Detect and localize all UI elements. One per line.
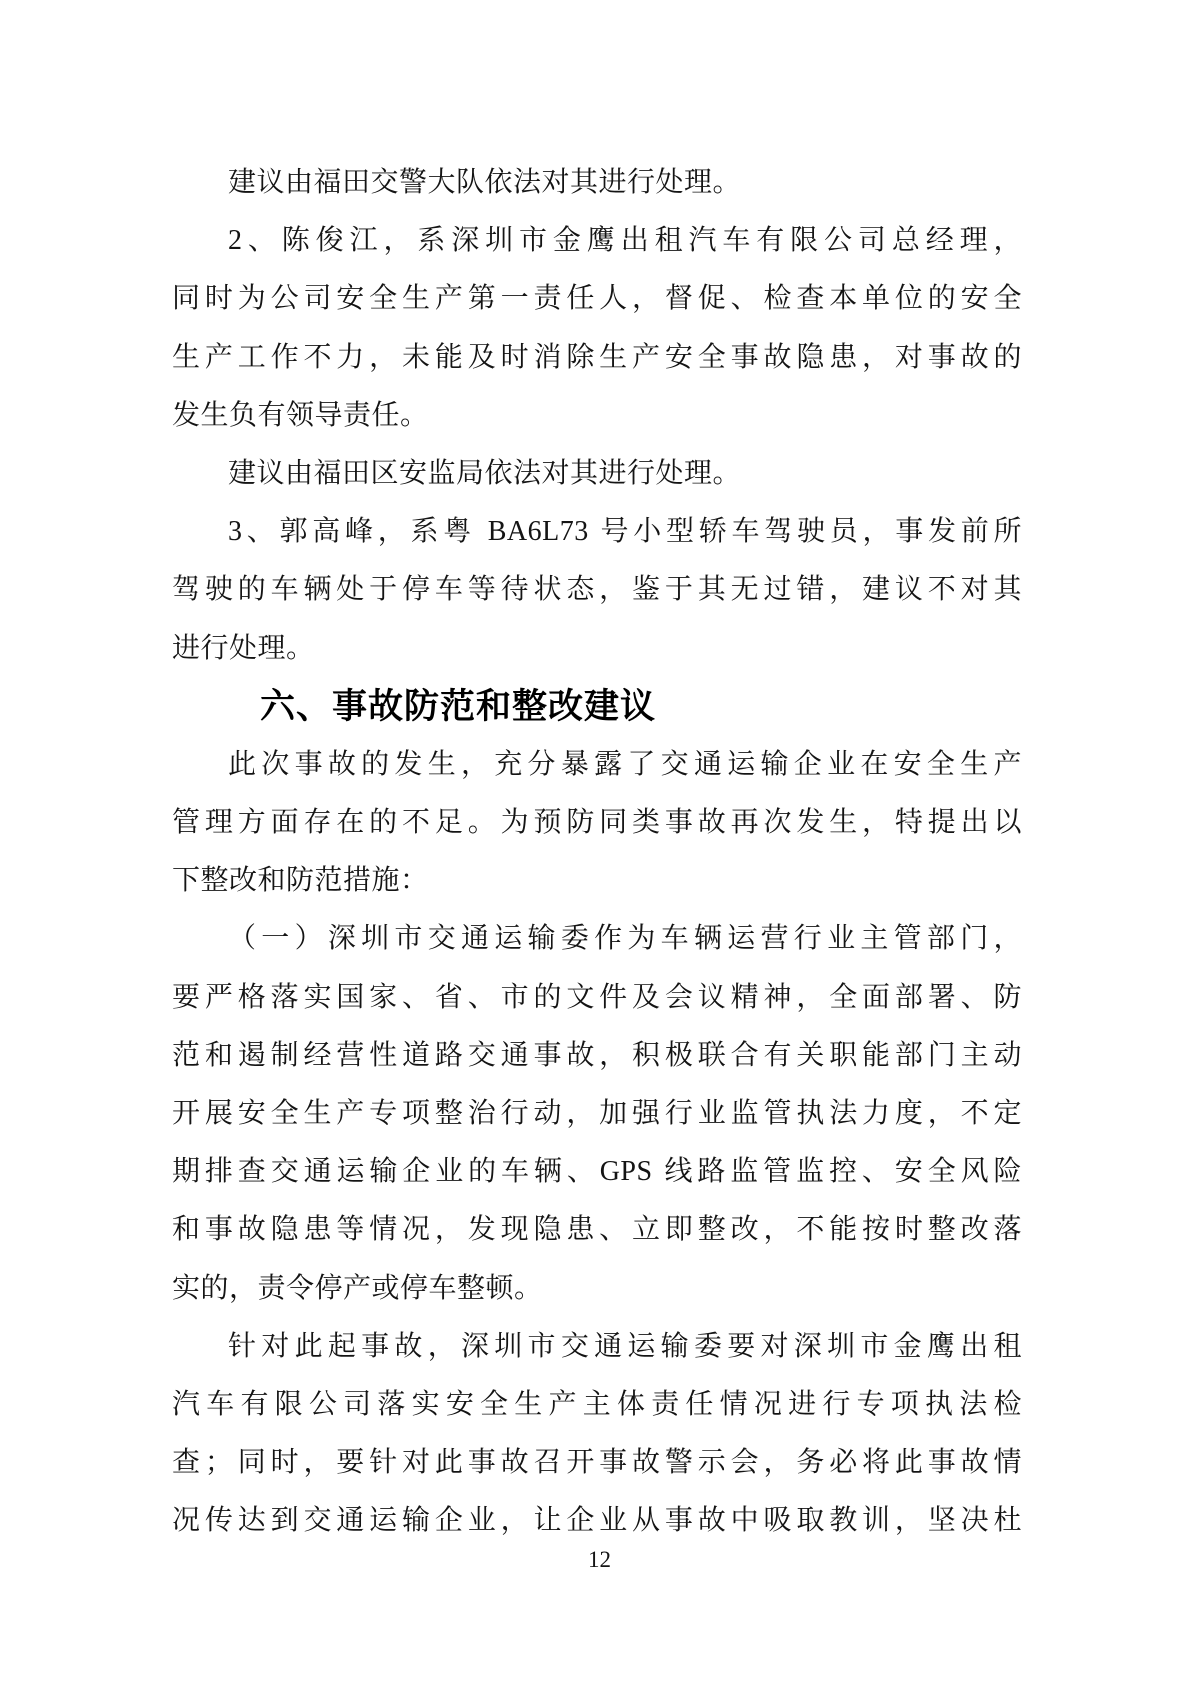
text-line: 况传达到交通运输企业，让企业从事故中吸取教训，坚决杜 — [172, 1505, 1022, 1537]
text-line: 进行处理。 — [172, 632, 315, 664]
text-line: 和事故隐患等情况，发现隐患、立即整改，不能按时整改落 — [172, 1214, 1022, 1246]
text-line: 2、陈俊江，系深圳市金鹰出租汽车有限公司总经理， — [228, 225, 1022, 257]
text-line: 此次事故的发生，充分暴露了交通运输企业在安全生产 — [228, 748, 1022, 780]
text-line: 开展安全生产专项整治行动，加强行业监管执法力度，不定 — [172, 1098, 1022, 1129]
text-line: 实的，责令停产或停车整顿。 — [172, 1272, 543, 1304]
text-line: 范和遏制经营性道路交通事故，积极联合有关职能部门主动 — [172, 1039, 1022, 1071]
text-line: 查；同时，要针对此事故召开事故警示会，务必将此事故情 — [172, 1447, 1022, 1479]
text-line: 生产工作不力，未能及时消除生产安全事故隐患，对事故的 — [172, 341, 1022, 373]
document-body — [172, 154, 1022, 1551]
text-line: 汽车有限公司落实安全生产主体责任情况进行专项执法检 — [172, 1388, 1022, 1420]
text-line: 发生负有领导责任。 — [172, 399, 429, 431]
text-line: 期排查交通运输企业的车辆、GPS 线路监管监控、安全风险 — [172, 1156, 1022, 1188]
text-line: 3、郭高峰，系粤 BA6L73 号小型轿车驾驶员，事发前所 — [228, 516, 1022, 548]
text-line: （一）深圳市交通运输委作为车辆运营行业主管部门， — [228, 923, 1022, 955]
text-line: 管理方面存在的不足。为预防同类事故再次发生，特提出以 — [172, 807, 1022, 839]
page-number: 12 — [588, 1547, 611, 1572]
section-heading: 六、事故防范和整改建议 — [260, 686, 657, 726]
text-line: 建议由福田区安监局依法对其进行处理。 — [228, 457, 742, 489]
text-line: 驾驶的车辆处于停车等待状态，鉴于其无过错，建议不对其 — [172, 574, 1022, 606]
text-line: 下整改和防范措施： — [172, 865, 429, 897]
text-line: 要严格落实国家、省、市的文件及会议精神，全面部署、防 — [172, 981, 1022, 1013]
text-line: 同时为公司安全生产第一责任人，督促、检查本单位的安全 — [172, 283, 1022, 315]
text-line: 针对此起事故，深圳市交通运输委要对深圳市金鹰出租 — [228, 1330, 1022, 1362]
text-line: 建议由福田交警大队依法对其进行处理。 — [228, 167, 742, 198]
